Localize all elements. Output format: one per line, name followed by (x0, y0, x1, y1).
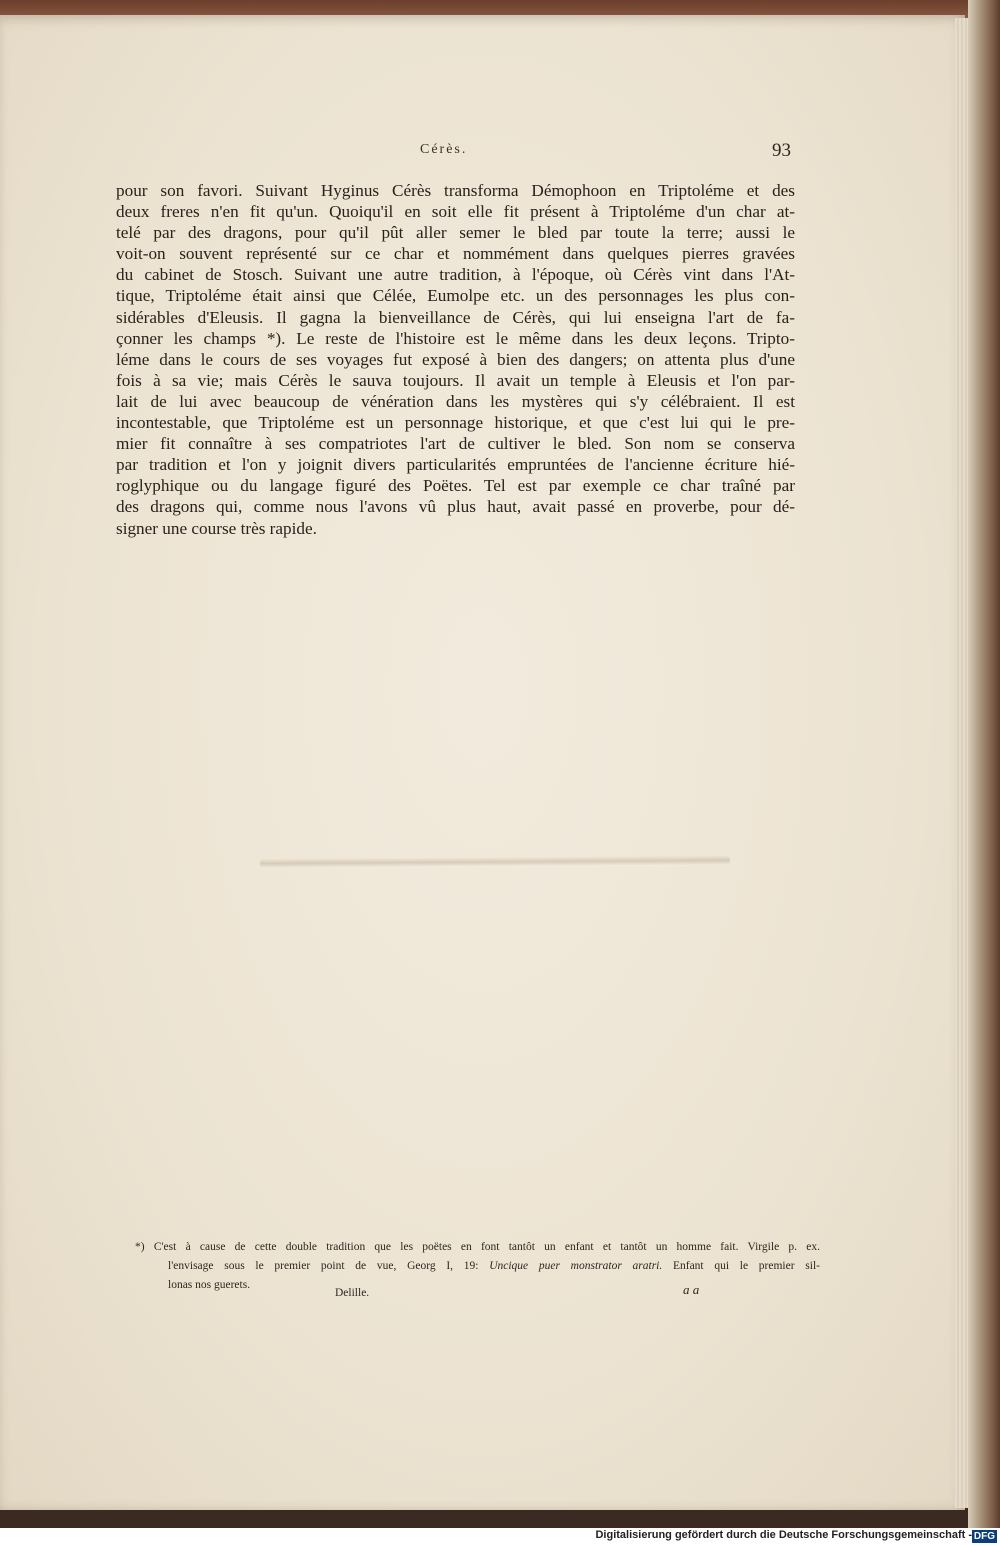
footnote-text: l'envisage sous le premier point de vue, Georg I, 19: (168, 1260, 490, 1272)
footnote-text: Enfant qui le premier sil- (662, 1260, 820, 1272)
digitization-credit: Digitalisierung gefördert durch die Deutsche Forschungsgemeinschaft - (595, 1529, 972, 1541)
signature-mark: a a (683, 1282, 700, 1297)
body-line: incontestable, que Triptoléme est un personnage historique, et que c'est lui qui le pre- (116, 413, 795, 433)
footnote-line: lonas nos guerets. (168, 1279, 251, 1291)
body-line: fois à sa vie; mais Cérès le sauva toujours. Il avait un temple à Eleusis et l'on par- (116, 370, 795, 390)
body-line: sidérables d'Eleusis. Il gagna la bienveillance de Cérès, qui lui enseigna l'art de fa- (116, 307, 795, 327)
running-title: Cérès. (420, 142, 468, 157)
page-number: 93 (772, 140, 791, 161)
body-line: voit-on souvent représenté sur ce char et nommément dans quelques pierres gravées (116, 244, 795, 264)
body-line: léme dans le cours de ses voyages fut exposé à bien des dangers; on attenta plus d'une (116, 349, 795, 369)
footnote-author: Delille. (335, 1287, 370, 1299)
body-line: pour son favori. Suivant Hyginus Cérès transforma Démophoon en Triptoléme et des (116, 181, 795, 200)
body-line: des dragons qui, comme nous l'avons vû plus haut, avait passé en proverbe, pour dé- (116, 497, 795, 517)
dfg-logo-icon: DFG (973, 1531, 995, 1542)
body-line: signer une course très rapide. (116, 518, 317, 538)
paper-fold-crease (260, 855, 730, 868)
body-line: deux freres n'en fit qu'un. Quoiqu'il en soit elle fit présent à Triptoléme d'un char at- (116, 202, 795, 222)
body-line: mier fit connaître à ses compatriotes l'art de cultiver le bled. Son nom se conserva (116, 434, 795, 454)
body-line: tique, Triptoléme était ainsi que Célée, Eumolpe etc. un des personnages les plus con- (116, 286, 795, 306)
footnote-line (135, 1257, 820, 1276)
body-line: par tradition et l'on y joignit divers particularités empruntées de l'ancienne écriture hié- (116, 455, 795, 475)
body-line: lait de lui avec beaucoup de vénération dans les mystères qui s'y célébraient. Il est (116, 391, 795, 411)
footnote (135, 1238, 820, 1295)
body-line: roglyphique ou du langage figuré des Poëtes. Tel est par exemple ce char traîné par (116, 476, 795, 496)
footnote-line: *) C'est à cause de cette double tradition que les poëtes en font tantôt un enfant et tantôt un homme fait. Virgile p. ex. (135, 1241, 820, 1253)
body-line: çonner les champs *). Le reste de l'histoire est le même dans les deux leçons. Tripto- (116, 328, 795, 348)
body-text (116, 180, 795, 539)
body-line: telé par des dragons, pour qu'il pût aller semer le bled par toute la terre; aussi le (116, 223, 795, 243)
body-line: du cabinet de Stosch. Suivant une autre tradition, à l'époque, où Cérès vint dans l'At- (116, 265, 795, 285)
footnote-quote: Uncique puer monstrator aratri. (489, 1260, 663, 1272)
book-cover-right (968, 0, 1000, 1528)
